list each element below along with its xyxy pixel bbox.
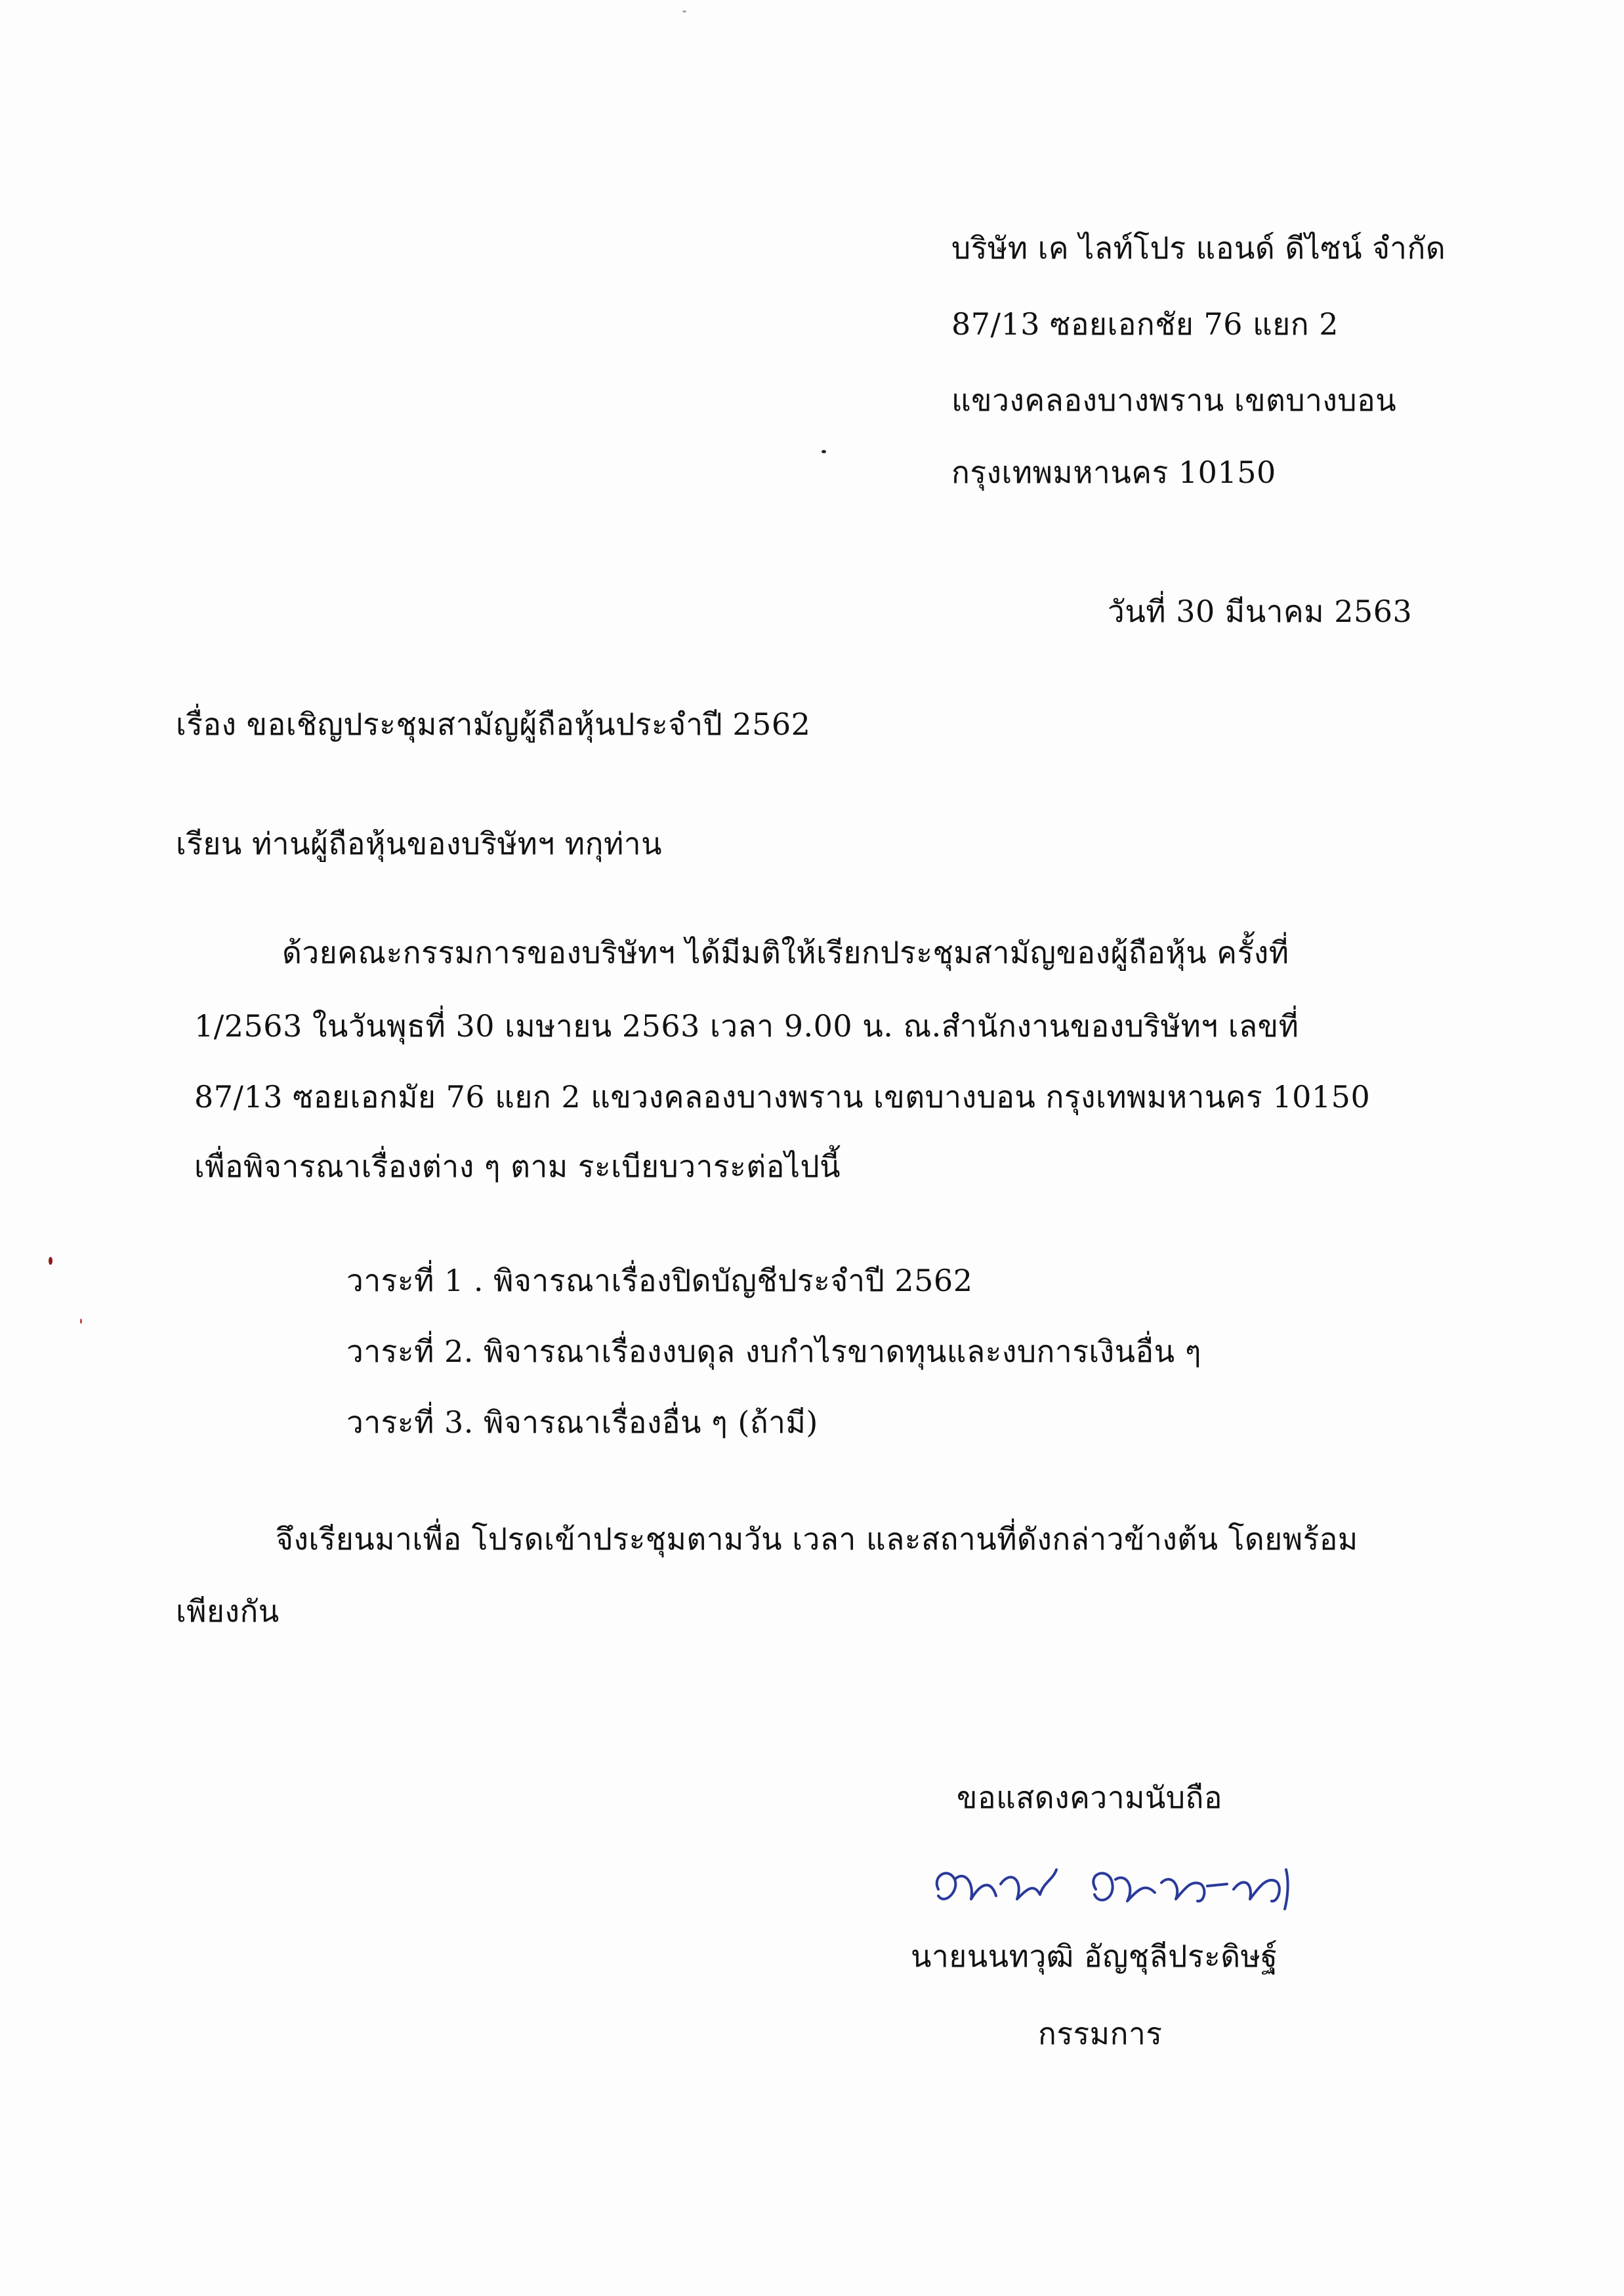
scan-speck: [49, 1257, 52, 1265]
handwritten-signature: [919, 1843, 1312, 1922]
scan-speck: [682, 10, 686, 12]
body-line-2: 1/2563 ในวันพุธที่ 30 เมษายน 2563 เวลา 9.00 น. ณ.สำนักงานของบริษัทฯ เลขที่: [194, 1008, 1299, 1044]
agenda-item-1: วาระที่ 1 . พิจารณาเรื่องปิดบัญชีประจำปี 2562: [346, 1263, 973, 1298]
closing-line-2: เพียงกัน: [176, 1593, 280, 1629]
letter-date: วันที่ 30 มีนาคม 2563: [1108, 594, 1413, 629]
sender-company: บริษัท เค ไลท์โปร แอนด์ ดีไซน์ จำกัด: [951, 230, 1446, 266]
body-line-3: 87/13 ซอยเอกมัย 76 แยก 2 แขวงคลองบางพราน เขตบางบอน กรุงเทพมหานคร 10150: [194, 1079, 1371, 1115]
scan-speck: [80, 1319, 82, 1324]
sender-address-line3: กรุงเทพมหานคร 10150: [951, 455, 1276, 490]
sender-address-line2: แขวงคลองบางพราน เขตบางบอน: [951, 382, 1397, 418]
closing-line-1: จึงเรียนมาเพื่อ โปรดเข้าประชุมตามวัน เวลา และสถานที่ดังกล่าวข้างต้น โดยพร้อม: [276, 1521, 1358, 1557]
sender-address-line1: 87/13 ซอยเอกชัย 76 แยก 2: [951, 306, 1339, 342]
letter-subject: เรื่อง ขอเชิญประชุมสามัญผู้ถือหุ้นประจำปี 2562: [176, 707, 811, 742]
body-line-4: เพื่อพิจารณาเรื่องต่าง ๆ ตาม ระเบียบวาระต่อไปนี้: [194, 1149, 841, 1184]
body-line-1: ด้วยคณะกรรมการของบริษัทฯ ได้มีมติให้เรียกประชุมสามัญของผู้ถือหุ้น ครั้งที่: [282, 935, 1289, 970]
scan-speck: [822, 450, 826, 453]
regards-text: ขอแสดงความนับถือ: [957, 1780, 1223, 1815]
agenda-item-2: วาระที่ 2. พิจารณาเรื่องงบดุล งบกำไรขาดทุนและงบการเงินอื่น ๆ: [346, 1334, 1201, 1369]
letter-salutation: เรียน ท่านผู้ถือหุ้นของบริษัทฯ ทกุท่าน: [176, 826, 663, 861]
signer-name: นายนนทวุฒิ อัญชุลีประดิษฐ์: [911, 1938, 1278, 1974]
agenda-item-3: วาระที่ 3. พิจารณาเรื่องอื่น ๆ (ถ้ามี): [346, 1404, 818, 1440]
signer-position: กรรมการ: [1038, 2016, 1163, 2051]
